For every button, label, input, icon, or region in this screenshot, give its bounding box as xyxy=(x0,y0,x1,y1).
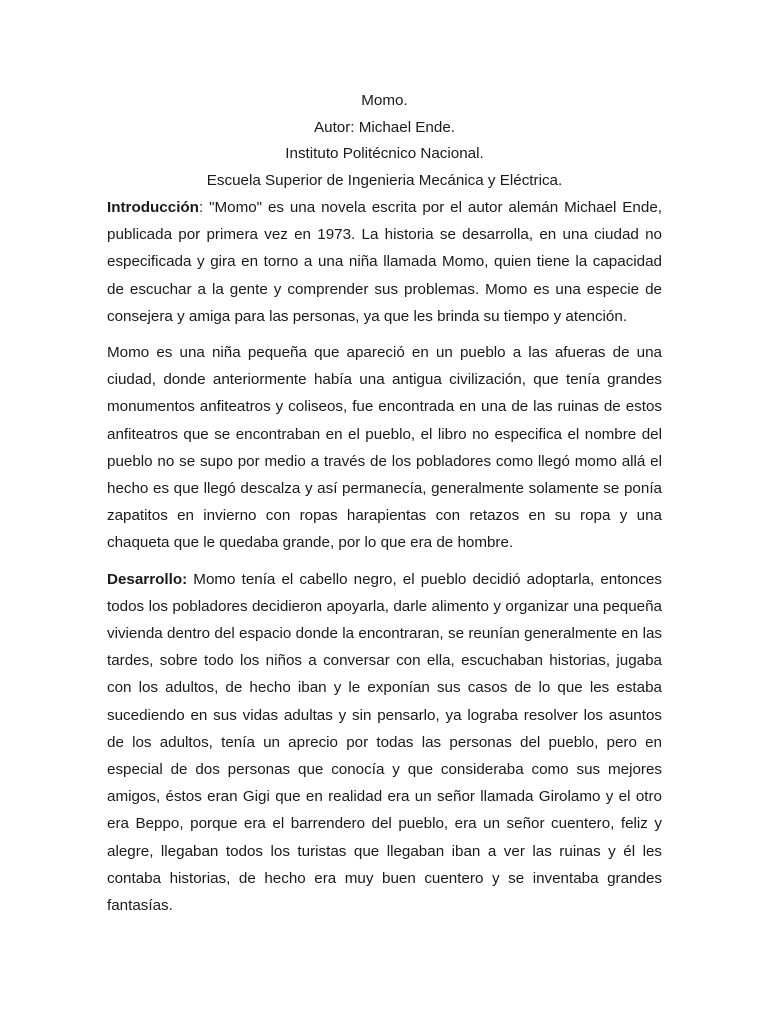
institution-name: Instituto Politécnico Nacional. xyxy=(285,145,484,162)
paragraph-text: "Momo" es una novela escrita por el autor alemán Michael Ende, publicada por primera vez en 1973. La historia se desarrolla, en una ciudad no especificada y gira en torno a una niña llamada Momo, quien tiene la capacidad de escuchar a la gente y comprender sus problemas. Momo es una especie de consejera y amiga para las personas, ya que les brinda su tiempo y atención. xyxy=(107,199,662,325)
label-separator: : xyxy=(198,199,210,216)
school-name: Escuela Superior de Ingenieria Mecánica y Eléctrica. xyxy=(206,171,563,189)
document-page xyxy=(107,88,662,919)
paragraph-text: Momo es una niña pequeña que apareció en un pueblo a las afueras de una ciudad, donde anteriormente había una antigua civilización, que tenía grandes monumentos anfiteatros y coliseos, fue encontrada en una de las ruinas de estos anfiteatros que se encontraban en el pueblo, el libro no especifica el nombre del pueblo no se supo por medio a través de los pobladores como llegó momo allá el hecho es que llegó descalza y así permanecía, generalmente solamente se ponía zapatitos en invierno con ropas harapientas con retazos en su ropa y una chaqueta que le quedaba grande, por lo que era de hombre. xyxy=(107,344,662,552)
section-label-desarrollo: Desarrollo: xyxy=(107,570,188,588)
paragraph-desarrollo xyxy=(107,566,662,920)
document-header xyxy=(107,88,662,194)
paragraph-introduccion xyxy=(107,194,662,330)
section-label-introduccion: Introducción xyxy=(107,199,199,216)
paragraph-text: Momo tenía el cabello negro, el pueblo decidió adoptarla, entonces todos los pobladores decidieron apoyarla, darle alimento y organizar una pequeña vivienda dentro del espacio donde la encontraran, se reunían generalmente en las tardes, sobre todo los niños a conversar con ella, escuchaban historias, jugaba con los adultos, de hecho iban y le exponían sus casos de lo que les estaba sucediendo en sus vidas adultas y sin pensarlo, ya lograba resolver los asuntos de los adultos, tenía un aprecio por todas las personas del pueblo, pero en especial de dos personas que conocía y que consideraba como sus mejores amigos, éstos eran Gigi que en realidad era un señor llamada Girolamo y el otro era Beppo, porque era el barrendero del pueblo, era un señor cuentero, feliz y alegre, llegaban todos los turistas que llegaban iban a ver las ruinas y él les contaba historias, de hecho era muy buen cuentero y se inventaba grandes fantasías. xyxy=(107,570,662,915)
book-author: Autor: Michael Ende. xyxy=(314,118,455,136)
book-title: Momo. xyxy=(361,92,408,109)
paragraph-momo-description xyxy=(107,339,662,557)
